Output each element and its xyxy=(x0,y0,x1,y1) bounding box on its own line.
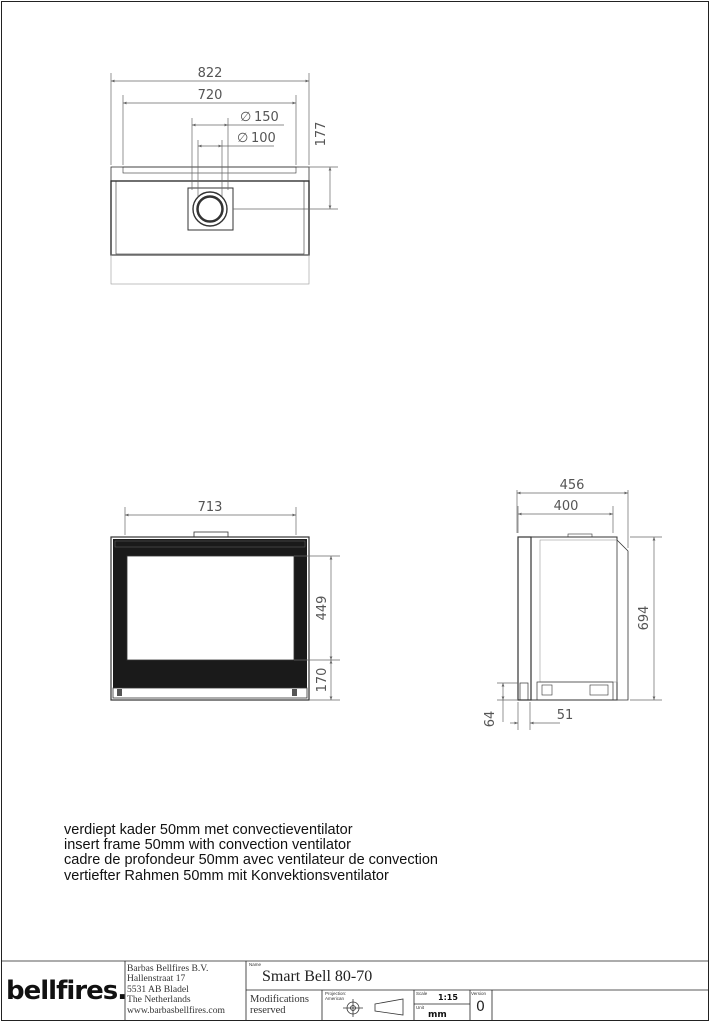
notes xyxy=(64,823,438,884)
note-line: cadre de profondeur 50mm avec ventilateur de convection xyxy=(64,852,438,869)
name-label: Name xyxy=(249,962,262,967)
top-view xyxy=(111,167,309,284)
company-address xyxy=(127,964,225,1016)
address-line: Barbas Bellfires B.V. xyxy=(127,963,209,974)
glass-window xyxy=(127,556,294,660)
projection-symbol xyxy=(343,999,403,1017)
note-line: vertiefter Rahmen 50mm mit Konvektionsventilator xyxy=(64,867,389,884)
address-line: 5531 AB Bladel xyxy=(127,983,189,995)
note-line: insert frame 50mm with convection ventilator xyxy=(64,837,351,854)
flue-inner-circle xyxy=(198,197,223,222)
dim-glass-height: 449 xyxy=(315,595,330,621)
dim-foot-height: 64 xyxy=(483,710,498,728)
dim-flue-outer: 150 xyxy=(254,110,279,125)
projection-label-line: Projection: xyxy=(325,991,347,996)
unit-value: mm xyxy=(428,1010,447,1020)
modifications-line: reserved xyxy=(250,1005,286,1016)
scale-label: Scale xyxy=(416,991,428,996)
dim-body-depth: 400 xyxy=(553,499,579,514)
dim-height: 694 xyxy=(637,605,652,631)
dim-overall-width: 822 xyxy=(197,66,223,81)
side-view xyxy=(518,534,628,700)
scale-value: 1:15 xyxy=(438,993,458,1002)
modifications-line: Modifications xyxy=(250,994,309,1005)
dim-base-height: 170 xyxy=(315,667,330,693)
address-line: The Netherlands xyxy=(127,994,191,1006)
dim-overall-depth: 456 xyxy=(559,478,585,493)
version-value: 0 xyxy=(476,999,485,1015)
modifications-note xyxy=(250,994,309,1016)
bellfires-logo: bellfires. xyxy=(6,976,127,1006)
product-name: Smart Bell 80-70 xyxy=(262,968,373,985)
dim-front-width: 713 xyxy=(197,500,223,515)
website-link[interactable]: www.barbasbellfires.com xyxy=(127,1004,225,1016)
unit-label: Unit xyxy=(416,1005,425,1010)
diameter-symbol: ∅ xyxy=(237,131,249,146)
version-label: Version xyxy=(471,991,487,996)
dim-foot-depth: 51 xyxy=(556,708,574,723)
dim-flue-inner: 100 xyxy=(251,131,276,146)
note-line: verdiept kader 50mm met convectieventilator xyxy=(64,822,353,838)
dim-depth: 177 xyxy=(314,121,329,147)
front-view xyxy=(111,532,309,700)
projection-label-line: American xyxy=(325,996,345,1001)
dim-body-width: 720 xyxy=(197,88,223,103)
flue-plate xyxy=(188,188,233,230)
address-line: Hallenstraat 17 xyxy=(127,973,186,985)
projection-label xyxy=(325,991,346,1001)
diameter-symbol: ∅ xyxy=(240,110,252,125)
